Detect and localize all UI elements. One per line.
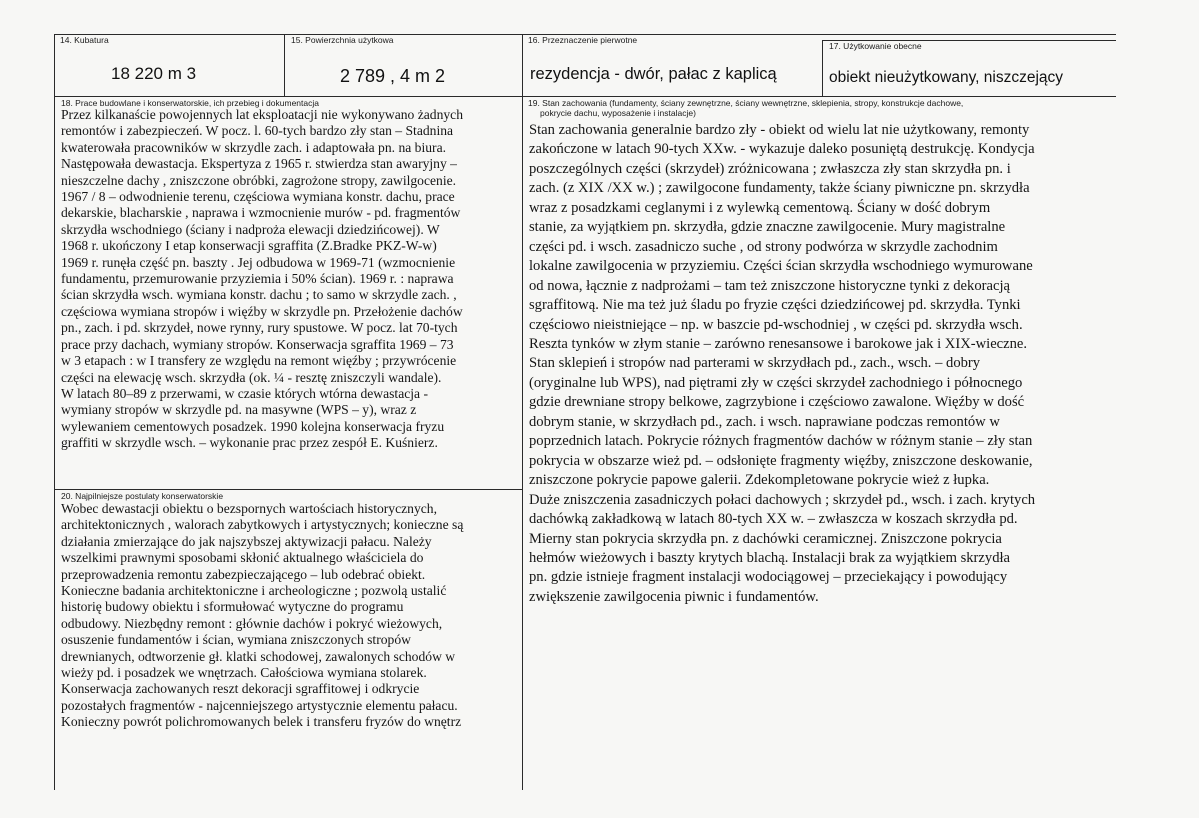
text-line: wymiany stropów w skrzydle pd. na masywne (WPS – y), wraz z bbox=[61, 402, 417, 418]
text-line: wieży pd. i posadzek we wnętrzach. Całościowa wymiana stolarek. bbox=[61, 665, 427, 681]
text-line: stanie, za wyjątkiem pn. skrzydła, gdzie znaczne zawilgocenie. Mury magistralne bbox=[529, 219, 1006, 236]
text-line: pokrycia w obszarze wież pd. – odsłonięte fragmenty więźby, zniszczone deskowanie, bbox=[529, 452, 1033, 469]
text-line: w 3 etapach : w I transfery ze względu na remont więźby ; przywrócenie bbox=[61, 353, 457, 369]
text-line: zwiększenie zawilgocenia piwnic i fundamentów. bbox=[529, 588, 819, 605]
text-line: Mierny stan pokrycia skrzydła pn. z dachówki ceramicznej. Zniszczone pokrycia bbox=[529, 530, 1002, 547]
text-line: wraz z posadzkami ceglanymi i z wylewką cementową. Ściany w dość dobrym bbox=[529, 199, 991, 216]
text-line: Przez kilkanaście powojennych lat eksploatacji nie wykonywano żadnych bbox=[61, 107, 464, 122]
text-line: prace przy dachach, wymiany stropów. Konserwacja sgraffita 1969 – 73 bbox=[61, 336, 454, 352]
text-line: Konieczne badania architektoniczne i archeologiczne ; pozwolą ustalić bbox=[61, 583, 447, 599]
text-line: poszczególnych części (skrzydeł) zróżnicowana ; zwłaszcza zły stan skrzydła pn. i bbox=[529, 160, 1011, 177]
text-line: Konserwacja zachowanych reszt dekoracji sgraffitowej i odkrycie bbox=[61, 681, 420, 697]
text-line: wylewaniem cementowych posadzek. 1990 kolejna konserwacja fryzu bbox=[61, 418, 445, 434]
text-line: osuszenie fundamentów i ścian, wymiana zniszczonych stropów bbox=[61, 632, 411, 648]
text-line: dachówką zakładkową w latach 80-tych XX w. – zwłaszcza w koszach skrzydła pd. bbox=[529, 511, 1018, 528]
text-line: dobrym stanie, w skrzydłach pd., zach. i wsch. naprawiane podczas remontów w bbox=[529, 413, 1000, 430]
text-line: sgraffitową. Nie ma też już śladu po fryzie części dziedzińcowej pd. skrzydła. Tynki bbox=[529, 297, 1021, 314]
text-line: Stan sklepień i stropów nad parterami w skrzydłach pd., zach., wsch. – dobry bbox=[529, 355, 981, 372]
field-16-label: 16. Przeznaczenie pierwotne bbox=[528, 35, 638, 45]
text-line: Duże zniszczenia zasadniczych połaci dachowych ; skrzydeł pd., wsch. i zach. krytych bbox=[529, 491, 1036, 508]
text-line: historię budowy obiektu i sformułować wytyczne do programu bbox=[61, 599, 404, 615]
text-line: pn., zach. i pd. skrzydeł, nowe rynny, rury spustowe. W pocz. lat 70-tych bbox=[61, 320, 458, 336]
text-line: części na elewację wsch. skrzydła (ok. ¼ - resztę zniszczyli wandale). bbox=[61, 369, 442, 385]
text-line: częściowa wymiana stropów i więźby w skrzydle pn. Przełożenie dachów bbox=[61, 303, 463, 319]
field-17-value: obiekt nieużytkowany, niszczejący bbox=[829, 69, 1064, 86]
divider bbox=[522, 34, 523, 790]
divider bbox=[822, 40, 823, 96]
text-line: 1968 r. ukończony I etap konserwacji sgraffita (Z.Bradke PKZ-W-w) bbox=[61, 238, 437, 254]
text-line: architektonicznych , walorach zabytkowych i artystycznych; konieczne są bbox=[61, 517, 464, 533]
section-19-label-line: 19. Stan zachowania (fundamenty, ściany zewnętrzne, ściany wewnętrzne, sklepienia, stropy, konstrukcje dachowe, bbox=[528, 98, 964, 108]
field-14-value: 18 220 m 3 bbox=[111, 64, 197, 83]
text-line: (oryginalne lub WPS), nad piętrami zły w części skrzydeł zachodniego i północnego bbox=[529, 374, 1023, 391]
field-16-value: rezydencja - dwór, pałac z kaplicą bbox=[530, 65, 777, 83]
text-line: od nowa, łącznie z nadprożami – tam też zniszczone historyczne tynki z dekoracją bbox=[529, 277, 1010, 294]
text-line: gdzie drewniane stropy belkowe, zagrzybione i częściowo zawalone. Więźby w dość bbox=[529, 394, 1025, 411]
text-line: ścian skrzydła wsch. wymiana konstr. dachu ; to samo w skrzydle zach. , bbox=[61, 287, 457, 303]
field-15-label: 15. Powierzchnia użytkowa bbox=[291, 35, 394, 45]
text-line: drewnianych, odtworzenie gł. klatki schodowej, zawalonych schodów w bbox=[61, 648, 456, 664]
field-14-label: 14. Kubatura bbox=[60, 35, 109, 45]
text-line: graffiti w skrzydle wsch. – wykonanie prac przez zespół E. Kuśnierz. bbox=[61, 435, 438, 451]
text-line: Reszta tynków w złym stanie – zarówno renesansowe i barokowe jak i XIX-wieczne. bbox=[529, 335, 1028, 352]
text-line: odbudowy. Niezbędny remont : głównie dachów i pokryć wieżowych, bbox=[61, 615, 443, 631]
text-line: Następowała dewastacja. Ekspertyza z 1965 r. stwierdza stan awaryjny – bbox=[61, 156, 457, 172]
text-line: 1967 / 8 – odwodnienie terenu, częściowa wymiana konstr. dachu, prace bbox=[61, 189, 455, 205]
section-20-text bbox=[61, 501, 518, 731]
section-20-label: 20. Najpilniejsze postulaty konserwatorskie bbox=[61, 491, 224, 501]
text-line: części pd. i wsch. zasadniczo suche , od strony podwórza w skrzydle zachodnim bbox=[529, 238, 998, 255]
text-line: remontów i zabezpieczeń. W pocz. l. 60-tych bardzo zły stan – Stadnina bbox=[61, 123, 454, 139]
text-line: skrzydła wschodniego (ściany i nadproża elewacji dziedzińcowej). W bbox=[61, 221, 440, 237]
text-line: Konieczny powrót polichromowanych belek i transferu fryzów do wnętrz bbox=[61, 714, 462, 730]
text-line: przeprowadzenia remontu zabezpieczającego – lub odebrać obiekt. bbox=[61, 566, 426, 582]
text-line: poprzednich latach. Pokrycie różnych fragmentów dachów w różnym stanie – zły stan bbox=[529, 433, 1033, 450]
text-line: kwaterowała pracowników w skrzydle zach. i adaptowała pn. na biura. bbox=[61, 139, 447, 155]
text-line: pozostałych fragmentów - najcenniejszego artystycznie elementu pałacu. bbox=[61, 697, 458, 713]
text-line: pn. gdzie istnieje fragment instalacji wodociągowej – przeciekający i powodujący bbox=[529, 569, 1008, 586]
text-line: nieszczelne dachy , zniszczone obróbki, zagrożone stropy, zawilgocenie. bbox=[61, 172, 457, 188]
text-line: częściowo nieistniejące – np. w baszcie pd-wschodniej , w części pd. skrzydła wsch. bbox=[529, 316, 1023, 333]
text-line: fundamentu, przemurowanie przyziemia i 50% ścian). 1969 r. : naprawa bbox=[61, 271, 454, 287]
text-line: Wobec dewastacji obiektu o bezspornych wartościach historycznych, bbox=[61, 501, 437, 516]
text-line: wszelkimi prawnymi sposobami skłonić aktualnego właściciela do bbox=[61, 550, 424, 566]
text-line: W latach 80–89 z przerwami, w czasie których wtórna dewastacja - bbox=[61, 385, 428, 401]
text-line: Stan zachowania generalnie bardzo zły - obiekt od wielu lat nie użytkowany, remonty bbox=[529, 122, 1030, 138]
text-line: zakończone w latach 90-tych XXw. - wykazuje daleko posuniętą destrukcję. Kondycja bbox=[529, 141, 1035, 158]
text-line: zniszczone pokrycie papowe galerii. Zdekompletowane pokrycie wież z łupka. bbox=[529, 472, 990, 489]
divider bbox=[54, 34, 55, 790]
text-line: działania zmierzające do jak najszybszej aktywizacji pałacu. Należy bbox=[61, 533, 432, 549]
section-19-label-line: pokrycie dachu, wyposażenie i instalacje) bbox=[540, 108, 696, 118]
field-17-label: 17. Użytkowanie obecne bbox=[829, 41, 922, 51]
divider bbox=[54, 489, 522, 490]
text-line: dekarskie, blacharskie , naprawa i wzmocnienie murów - pd. fragmentów bbox=[61, 205, 461, 221]
text-line: hełmów wieżowych i baszty krytych blachą. Instalacji brak za wyjątkiem skrzydła bbox=[529, 549, 1011, 566]
text-line: zach. (z XIX /XX w.) ; zawilgocone fundamenty, także ściany piwniczne pn. skrzydła bbox=[529, 180, 1030, 197]
section-19-text bbox=[529, 121, 1113, 607]
text-line: lokalne zawilgocenia w przyziemiu. Części ścian skrzydła wschodniego wymurowane bbox=[529, 258, 1033, 275]
section-18-label: 18. Prace budowlane i konserwatorskie, ich przebieg i dokumentacja bbox=[61, 98, 319, 108]
section-18-text bbox=[61, 107, 518, 452]
divider bbox=[284, 34, 285, 96]
section-19-label bbox=[528, 98, 1118, 118]
field-15-value: 2 789 , 4 m 2 bbox=[340, 66, 446, 86]
text-line: 1969 r. runęła część pn. baszty . Jej odbudowa w 1969-71 (wzmocnienie bbox=[61, 254, 456, 270]
divider bbox=[54, 96, 1116, 97]
